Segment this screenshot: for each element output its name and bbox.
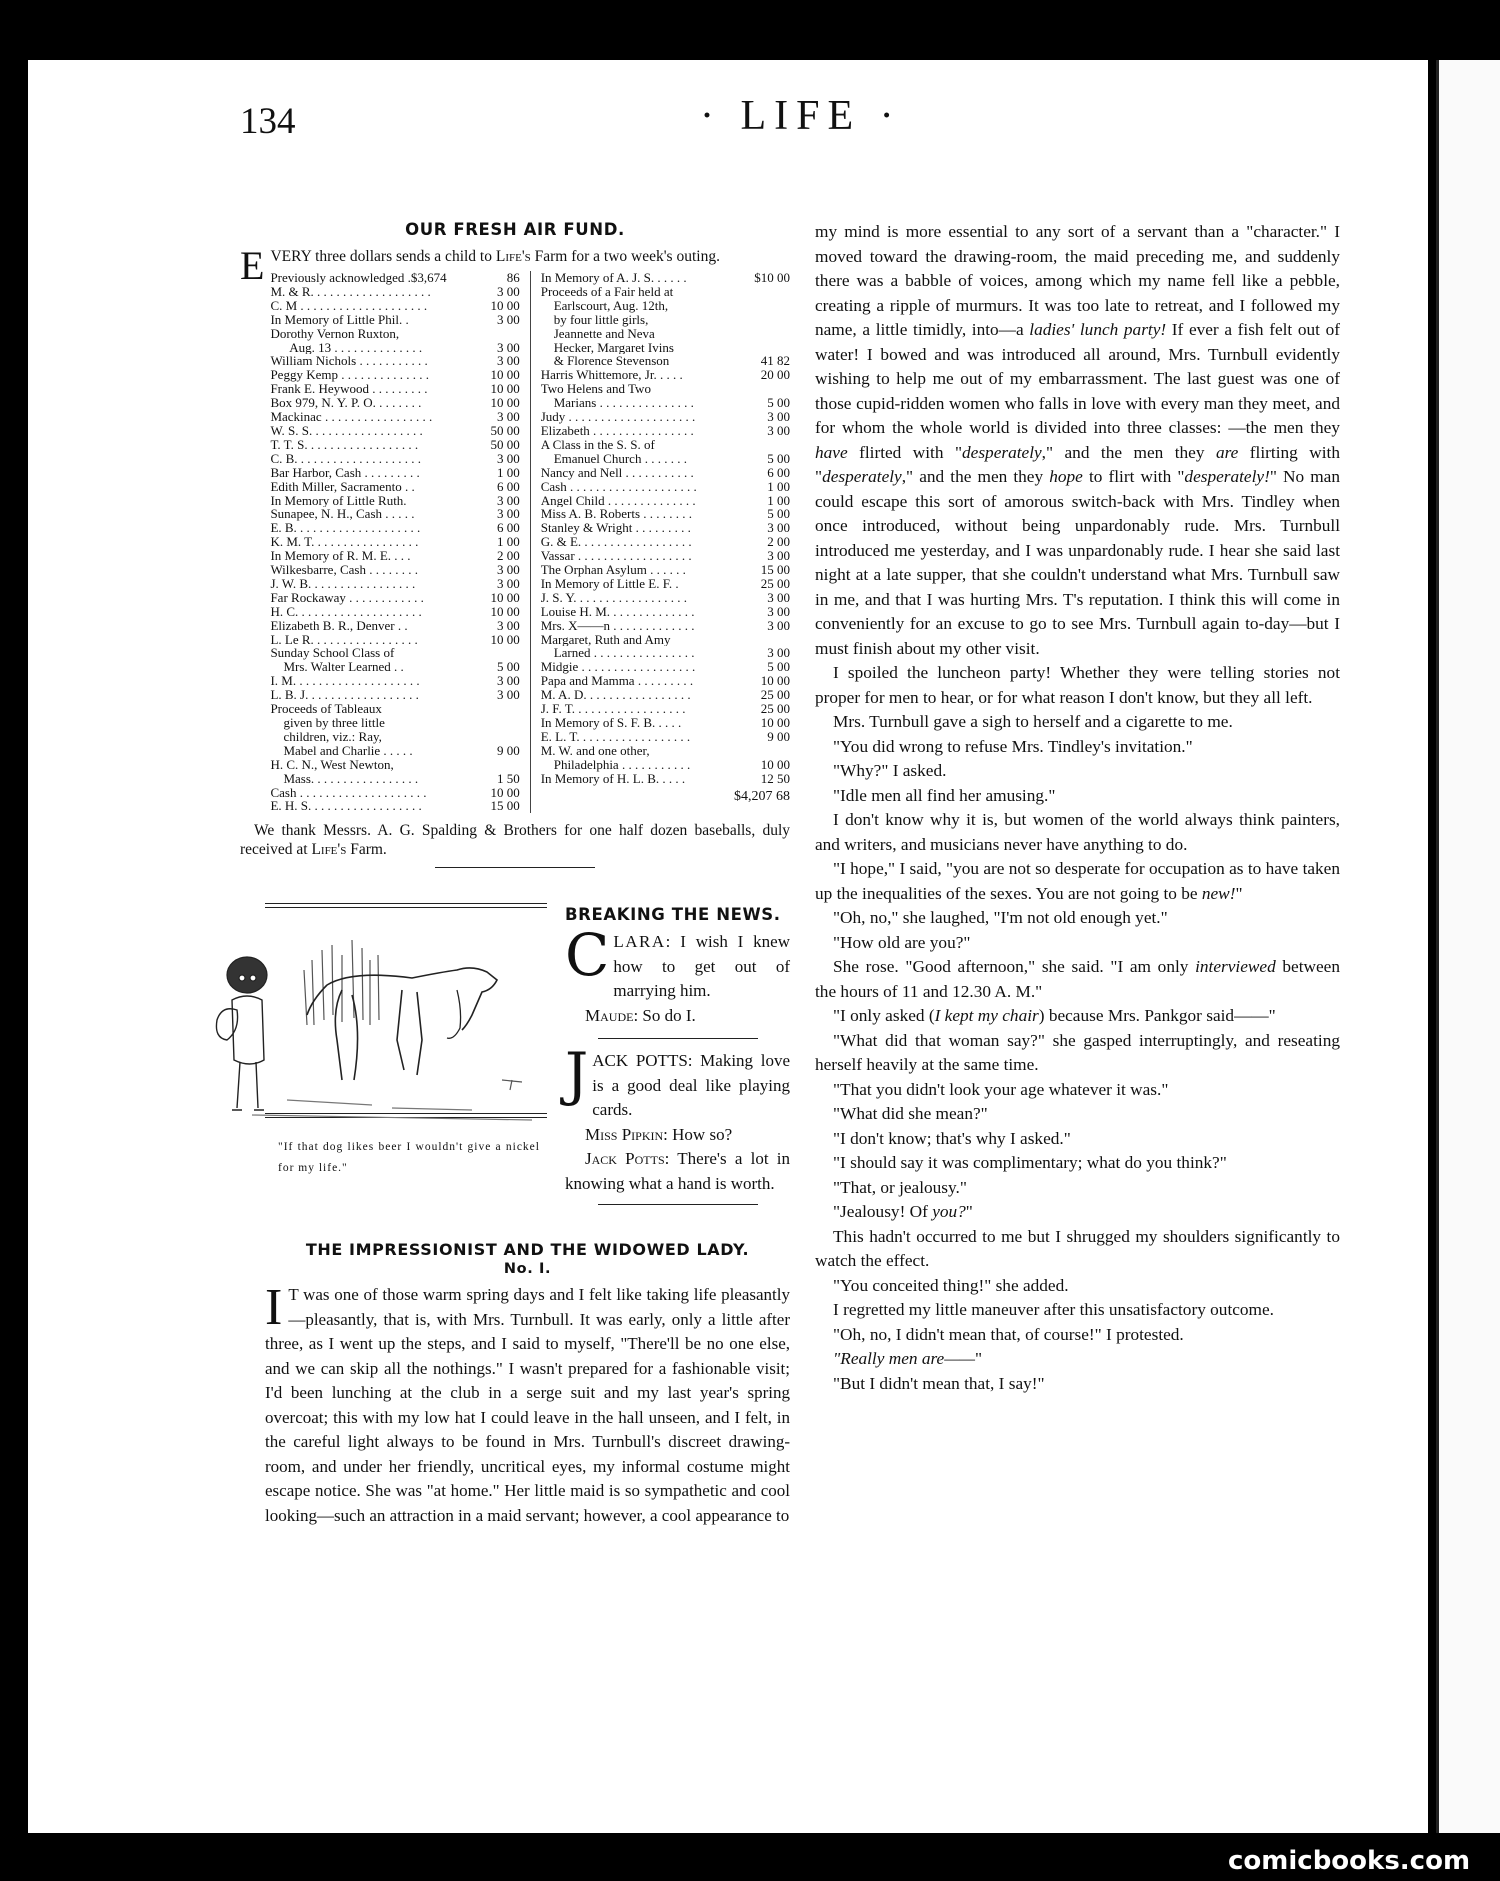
fund-intro: EVERY three dollars sends a child to Life's Farm for a two week's outing. bbox=[240, 243, 720, 288]
fund-entry-name: Larned . . . . . . . . . . . . . . . . bbox=[540, 646, 695, 661]
fund-entry-name: K. M. T. . . . . . . . . . . . . . . . . bbox=[270, 535, 419, 550]
fund-entry-name: L. Le R. . . . . . . . . . . . . . . . . bbox=[270, 632, 418, 647]
fund-entry-name: C. B. . . . . . . . . . . . . . . . . . . . bbox=[270, 451, 422, 466]
fund-entry-amount: 3 00 bbox=[496, 353, 520, 369]
fund-entry-amount: 3 00 bbox=[767, 603, 790, 619]
fund-entry-name: Mrs. X——n . . . . . . . . . . . . . bbox=[540, 618, 695, 633]
paragraph: "Idle men all find her amusing." bbox=[833, 785, 1056, 805]
fund-entry-name: Aug. 13 . . . . . . . . . . . . . . bbox=[270, 340, 423, 355]
double-rule bbox=[265, 903, 547, 908]
fund-entry-name: In Memory of Little Ruth. bbox=[270, 493, 407, 508]
jack-line: JACK POTTS: Making love is a good deal like playing cards. bbox=[565, 1040, 790, 1119]
pipkin-line: Miss Pipkin: How so? bbox=[585, 1124, 733, 1144]
fund-entry bbox=[270, 702, 519, 716]
fund-entry-name: In Memory of Little Phil. . bbox=[270, 312, 409, 327]
fund-entry-name: Edith Miller, Sacramento . . bbox=[270, 479, 415, 494]
fund-entry bbox=[541, 772, 790, 786]
fund-entry-name: Nancy and Nell . . . . . . . . . . . bbox=[540, 465, 694, 480]
fund-entry-amount: 6 00 bbox=[496, 478, 520, 494]
fund-entry bbox=[270, 758, 519, 772]
masthead-title: · LIFE · bbox=[700, 93, 902, 139]
fund-entry bbox=[270, 299, 519, 313]
paragraph: "I should say it was complimentary; what do you think?" bbox=[833, 1153, 1227, 1172]
paragraph: "What did she mean?" bbox=[833, 1104, 988, 1123]
fund-entry bbox=[270, 591, 519, 605]
potts-line: Jack Potts: There's a lot in knowing what a hand is worth. bbox=[565, 1149, 790, 1193]
fund-entry-name: Miss A. B. Roberts . . . . . . . . bbox=[540, 507, 693, 522]
story-body: I T was one of those warm spring days and I felt like taking life pleasantly—pleasantly, that is, with Mrs. Turnbull. It was early, only a little after three, as I went up the steps, and I said to myself, "There'll be no one else, and we can skip all the nothings." I wasn't prepared for a fashionable visit; I'd been lunching at the club in a serge suit and my last year's spring overcoat; this with my low hat I could leave in the hall unseen, and I felt, in the careful light always to be found in Mrs. Turnbull's discreet drawing-room, and under her friendly, uncritical eyes, my informal costume might escape notice. She was "at home." Her little maid is so sympathetic and cool looking—such an attraction in a maid servant; however, a cool appearance to bbox=[265, 1279, 790, 1525]
paragraph: I don't know why it is, but women of the world always think painters, and writers, and musicians never have anything to do. bbox=[815, 810, 1340, 854]
fund-entry bbox=[270, 313, 519, 327]
fund-entry bbox=[541, 327, 790, 341]
fund-entry-amount: 6 00 bbox=[496, 520, 520, 536]
paragraph: This hadn't occurred to me but I shrugged my shoulders significantly to watch the effect. bbox=[815, 1226, 1340, 1270]
fund-entry-amount: 2 00 bbox=[496, 548, 520, 564]
fresh-air-fund-section bbox=[240, 220, 790, 868]
fund-entry-amount: 10 00 bbox=[490, 603, 520, 619]
fund-entry bbox=[541, 313, 790, 327]
paragraph: "Oh, no," she laughed, "I'm not old enough yet." bbox=[833, 908, 1168, 927]
fund-entry-name: Mass. . . . . . . . . . . . . . . . . bbox=[270, 771, 419, 786]
fund-entry-amount: 5 00 bbox=[767, 450, 790, 466]
fund-entry-name: Far Rockaway . . . . . . . . . . . . bbox=[270, 590, 424, 605]
fund-entry bbox=[541, 271, 790, 285]
fund-entry-amount: 10 00 bbox=[490, 631, 520, 647]
fund-entry-name: Proceeds of Tableaux bbox=[270, 702, 382, 716]
fund-entry-name: Sunday School Class of bbox=[270, 646, 395, 661]
fund-entry bbox=[270, 772, 519, 786]
fund-dropcap: E bbox=[240, 243, 265, 288]
fund-entry-name: In Memory of H. L. B. . . . . bbox=[540, 771, 686, 786]
fund-entry-amount: 25 00 bbox=[760, 575, 790, 591]
fund-entry-amount: 3 00 bbox=[767, 645, 790, 661]
fund-entry-name: Elizabeth B. R., Denver . . bbox=[270, 618, 408, 633]
fund-entry bbox=[270, 786, 519, 800]
fund-entry-amount: 1 00 bbox=[496, 534, 520, 550]
fund-entry bbox=[270, 285, 519, 299]
fund-entry-name: Box 979, N. Y. P. O. . . . . . . . bbox=[270, 396, 422, 411]
fund-entry-amount: 25 00 bbox=[760, 701, 790, 717]
fund-entry-name: Proceeds of a Fair held at bbox=[540, 284, 674, 299]
fund-entry-name: Mrs. Walter Learned . . bbox=[270, 660, 404, 675]
fund-entry-amount: $10 00 bbox=[754, 270, 790, 285]
fund-entry-amount: 20 00 bbox=[760, 367, 790, 383]
paragraph: "Really men are——" bbox=[833, 1349, 983, 1368]
fund-entry-name: T. T. S. . . . . . . . . . . . . . . . . . bbox=[270, 437, 419, 452]
fund-entry-name: W. S. S. . . . . . . . . . . . . . . . . . bbox=[270, 423, 423, 438]
fund-entry-amount: 3 00 bbox=[496, 506, 520, 522]
fund-entry-name: children, viz.: Ray, bbox=[270, 729, 382, 744]
fund-entry bbox=[541, 730, 790, 744]
fund-entry-name: C. M . . . . . . . . . . . . . . . . . . . . bbox=[270, 298, 428, 313]
fund-entry-name: J. F. T. . . . . . . . . . . . . . . . . . bbox=[540, 702, 686, 716]
breaking-news-title: BREAKING THE NEWS. bbox=[565, 905, 781, 924]
fund-entry bbox=[541, 396, 790, 410]
paragraph: "Oh, no, I didn't mean that, of course!" I protested. bbox=[833, 1324, 1184, 1344]
fund-entry bbox=[270, 535, 519, 549]
fund-entry bbox=[270, 507, 519, 521]
fund-entry bbox=[270, 605, 519, 619]
fund-entry-amount: 3 00 bbox=[496, 687, 520, 703]
fund-entry-name: E. B. . . . . . . . . . . . . . . . . . . . bbox=[270, 521, 421, 536]
fund-entry bbox=[270, 521, 519, 535]
fund-entry-name: Wilkesbarre, Cash . . . . . . . . bbox=[270, 563, 418, 577]
paragraph: "Jealousy! Of you?" bbox=[833, 1202, 973, 1221]
fund-list bbox=[270, 271, 790, 813]
fund-entry bbox=[541, 716, 790, 730]
watermark: comicbooks.com bbox=[1228, 1846, 1471, 1876]
page-number: 134 bbox=[240, 101, 296, 142]
fund-entry-name: Peggy Kemp . . . . . . . . . . . . . . bbox=[270, 368, 429, 383]
paragraph: "Why?" I asked. bbox=[833, 761, 947, 780]
fund-list-left bbox=[270, 271, 519, 813]
fund-entry bbox=[270, 577, 519, 591]
fund-entry-amount: 3 00 bbox=[767, 422, 790, 438]
paragraph: "You conceited thing!" she added. bbox=[833, 1275, 1069, 1295]
fund-entry-amount: 3 00 bbox=[496, 617, 520, 633]
fund-entry bbox=[270, 396, 519, 410]
fund-entry bbox=[541, 452, 790, 466]
breaking-news-section bbox=[565, 905, 790, 1205]
fund-entry-amount: 15 00 bbox=[760, 562, 790, 578]
paragraph: my mind is more essential to any sort of a servant than a "character." I moved toward the drawing-room, the maid preceding me, and suddenly there was a babble of voices, among which my name fell like a pebble, creating a ripple of murmurs. It was too late to retreat, and I followed my name, a little timidly, into—a ladies' lunch party! If ever a fish felt out of water! I bowed and was introduced all around, Mrs. Turnbull evidently wishing to help me out of my embarrassment. The last guest was one of those cupid-ridden women who falls in love with every man they meet, and for whom the whole world is divided into three classes: —the men they have flirted with "desperately," and the men they are flirting with "desperately," and the men they hope to flirt with "desperately!" No man could escape this sort of amorous switch-back with Mrs. Tindley when once introduced, without being unpardonably rude. Mrs. Turnbull introduced me yesterday, and I was unpardonably rude. I hear she said last night at a late supper, that she couldn't understand what Mrs. Turnbull saw in me, and that I was hurting Mrs. T's reputation. I think this will come in conveniently for an excuse to go to see Mrs. Turnbull again to-day—but I must finish about my other visit. bbox=[815, 222, 1340, 658]
fund-entry-name: In Memory of S. F. B. . . . . bbox=[540, 716, 682, 730]
fund-entry bbox=[270, 480, 519, 494]
fund-entry bbox=[270, 660, 519, 674]
fund-entry-name: Hecker, Margaret Ivins bbox=[540, 340, 674, 355]
fund-entry bbox=[541, 591, 790, 605]
fund-entry bbox=[541, 758, 790, 772]
fund-entry-amount: 1 50 bbox=[496, 770, 520, 786]
fund-entry-amount: 3 00 bbox=[496, 492, 520, 508]
fund-entry-name: William Nichols . . . . . . . . . . . bbox=[270, 354, 428, 369]
fund-entry bbox=[541, 507, 790, 521]
story-dropcap: I bbox=[265, 1279, 283, 1336]
fund-entry bbox=[270, 341, 519, 355]
fund-entry bbox=[541, 521, 790, 535]
paragraph: "What did that woman say?" she gasped interruptingly, and reseating herself heavily at the same time. bbox=[815, 1030, 1340, 1074]
fund-entry-name: In Memory of R. M. E. . . . bbox=[270, 549, 411, 564]
fund-entry-name: & Florence Stevenson bbox=[540, 354, 670, 369]
fund-entry-amount: 5 00 bbox=[767, 395, 790, 411]
fund-entry bbox=[270, 563, 519, 577]
fund-entry-name: Philadelphia . . . . . . . . . . . bbox=[540, 757, 691, 772]
fund-entry bbox=[270, 410, 519, 424]
fund-entry bbox=[270, 730, 519, 744]
fund-entry bbox=[270, 327, 519, 341]
fund-entry-amount: 5 00 bbox=[767, 506, 790, 522]
fund-entry-amount: 15 00 bbox=[490, 798, 520, 814]
fund-entry bbox=[270, 674, 519, 688]
fund-entry-name: Frank E. Heywood . . . . . . . . . bbox=[270, 382, 428, 397]
fund-entry-amount: 3 00 bbox=[767, 548, 790, 564]
paragraph: I spoiled the luncheon party! Whether they were telling stories not proper for men to hear, or for what reason I don't know, but they all left. bbox=[815, 663, 1340, 707]
fund-entry bbox=[541, 605, 790, 619]
fund-list-right-wrapper bbox=[530, 271, 790, 813]
fund-entry-amount: 1 00 bbox=[496, 464, 520, 480]
paragraph: She rose. "Good afternoon," she said. "I am only interviewed between the hours of 11 and 12.30 A. M." bbox=[815, 957, 1340, 1001]
fund-entry-name: H. C. N., West Newton, bbox=[270, 757, 394, 772]
paragraph: "How old are you?" bbox=[833, 932, 971, 952]
fund-entry bbox=[541, 480, 790, 494]
fund-entry-name: Mabel and Charlie . . . . . bbox=[270, 743, 413, 758]
fund-entry-amount: 10 00 bbox=[490, 395, 520, 411]
cartoon-illustration bbox=[192, 930, 550, 1130]
fund-entry-name: E. L. T. . . . . . . . . . . . . . . . . . bbox=[540, 729, 691, 744]
fund-entry bbox=[270, 716, 519, 730]
fund-entry-amount: 3 00 bbox=[767, 617, 790, 633]
fund-entry-amount: 3 00 bbox=[767, 409, 790, 425]
fund-entry-amount: 10 00 bbox=[760, 673, 790, 689]
fund-entry bbox=[541, 577, 790, 591]
fund-entry bbox=[270, 799, 519, 813]
clara-line: CLARA: I wish I knew how to get out of marrying him. bbox=[565, 921, 790, 1000]
fund-entry bbox=[541, 660, 790, 674]
fund-entry-amount: 10 00 bbox=[490, 297, 520, 313]
fund-entry-name: J. W. B. . . . . . . . . . . . . . . . . bbox=[270, 576, 416, 591]
fund-entry-name: In Memory of Little E. F. . bbox=[540, 576, 679, 591]
jack-dropcap: J bbox=[565, 1040, 589, 1108]
fund-entry-amount: 3 00 bbox=[767, 589, 790, 605]
fund-entry-name: Two Helens and Two bbox=[540, 382, 651, 397]
paragraph: "I hope," I said, "you are not so desperate for occupation as to have taken up the inequalities of the sexes. You are not going to be new!" bbox=[815, 859, 1340, 903]
fund-entry-name: Bar Harbor, Cash . . . . . . . . . bbox=[270, 465, 420, 480]
fund-entry-name: L. B. J. . . . . . . . . . . . . . . . . . bbox=[270, 688, 419, 703]
fund-entry bbox=[541, 563, 790, 577]
divider bbox=[598, 1204, 758, 1205]
fund-entry bbox=[541, 341, 790, 355]
fund-entry bbox=[270, 494, 519, 508]
paragraph: I regretted my little maneuver after this unsatisfactory outcome. bbox=[833, 1300, 1274, 1319]
cartoon-caption: "If that dog likes beer I wouldn't give a nickel for my life." bbox=[278, 1141, 540, 1174]
fund-entry-amount: 3 00 bbox=[496, 562, 520, 578]
fund-title: OUR FRESH AIR FUND. bbox=[405, 220, 625, 239]
fund-entry-name: Louise H. M. . . . . . . . . . . . . . bbox=[540, 604, 695, 619]
fund-entry-name: Papa and Mamma . . . . . . . . . bbox=[540, 674, 694, 689]
fund-entry bbox=[541, 702, 790, 716]
fund-entry-name: In Memory of A. J. S. . . . . . bbox=[540, 271, 687, 285]
fund-entry-amount: 3 00 bbox=[767, 520, 790, 536]
fund-entry-amount: 9 00 bbox=[496, 742, 520, 758]
maude-line: Maude: So do I. bbox=[585, 1005, 696, 1025]
fund-entry-name: Emanuel Church . . . . . . . bbox=[540, 451, 687, 466]
fund-entry-name: Judy . . . . . . . . . . . . . . . . . . . . bbox=[540, 410, 696, 424]
fund-entry-amount: 5 00 bbox=[496, 659, 520, 675]
fund-entry-name: given by three little bbox=[270, 716, 385, 730]
fund-entry-name: by four little girls, bbox=[540, 312, 649, 327]
divider bbox=[435, 867, 595, 868]
fund-entry-name: J. S. Y. . . . . . . . . . . . . . . . . . bbox=[540, 590, 687, 605]
fund-entry-name: Midgie . . . . . . . . . . . . . . . . . . bbox=[540, 660, 696, 675]
fund-entry-name: Mackinac . . . . . . . . . . . . . . . . . bbox=[270, 410, 433, 424]
fund-entry-amount: 12 50 bbox=[760, 770, 790, 786]
fund-entry bbox=[270, 368, 519, 382]
fund-entry bbox=[541, 354, 790, 368]
fund-entry-amount: 3 00 bbox=[496, 409, 520, 425]
fund-entry-amount: 10 00 bbox=[490, 367, 520, 383]
fund-entry-amount: 10 00 bbox=[490, 381, 520, 397]
fund-entry-name: The Orphan Asylum . . . . . . bbox=[540, 563, 686, 577]
fund-entry-amount: 50 00 bbox=[490, 422, 520, 438]
fund-entry bbox=[270, 633, 519, 647]
fund-entry bbox=[541, 633, 790, 647]
fund-entry bbox=[541, 688, 790, 702]
next-page-edge bbox=[1436, 60, 1500, 1833]
fund-entry bbox=[270, 619, 519, 633]
fund-entry-amount: 10 00 bbox=[490, 784, 520, 800]
fund-entry bbox=[270, 744, 519, 758]
fund-entry bbox=[541, 466, 790, 480]
fund-entry bbox=[270, 549, 519, 563]
fund-entry bbox=[270, 646, 519, 660]
fund-entry bbox=[541, 549, 790, 563]
fund-entry bbox=[270, 382, 519, 396]
fund-list-right bbox=[541, 271, 790, 786]
story-continuation-column bbox=[815, 220, 1340, 1396]
fund-entry-name: Jeannette and Neva bbox=[540, 326, 655, 341]
paragraph: "That you didn't look your age whatever it was." bbox=[833, 1079, 1169, 1099]
fund-entry-amount: 1 00 bbox=[767, 492, 790, 508]
fund-entry-amount: 41 82 bbox=[760, 353, 790, 369]
fund-entry-name: Cash . . . . . . . . . . . . . . . . . . . . bbox=[540, 479, 697, 494]
fund-entry-name: Angel Child . . . . . . . . . . . . . . bbox=[540, 493, 696, 508]
fund-entry-amount: 25 00 bbox=[760, 687, 790, 703]
fund-entry bbox=[541, 619, 790, 633]
fund-entry-name: Vassar . . . . . . . . . . . . . . . . . . bbox=[540, 549, 692, 564]
fund-entry-amount: 3 00 bbox=[496, 339, 520, 355]
fund-entry bbox=[541, 674, 790, 688]
fund-entry-amount: 10 00 bbox=[490, 589, 520, 605]
fund-entry-amount: 2 00 bbox=[767, 534, 790, 550]
fund-entry-name: Earlscourt, Aug. 12th, bbox=[540, 298, 669, 313]
fund-entry-name: G. & E. . . . . . . . . . . . . . . . . . bbox=[540, 535, 692, 550]
fund-entry-name: Margaret, Ruth and Amy bbox=[540, 632, 671, 647]
fund-entry bbox=[270, 271, 519, 285]
fund-entry bbox=[541, 535, 790, 549]
paragraph: "That, or jealousy." bbox=[833, 1177, 967, 1197]
paragraph: "I don't know; that's why I asked." bbox=[833, 1128, 1071, 1148]
fund-entry bbox=[541, 285, 790, 299]
clara-dropcap: C bbox=[565, 921, 610, 989]
fund-entry-amount: 6 00 bbox=[767, 464, 790, 480]
fund-entry-name: Marians . . . . . . . . . . . . . . . bbox=[540, 396, 694, 411]
fund-entry-name: Dorothy Vernon Ruxton, bbox=[270, 326, 400, 341]
fund-entry-amount: 50 00 bbox=[490, 436, 520, 452]
paragraph: "I only asked (I kept my chair) because Mrs. Pankgor said——" bbox=[833, 1006, 1276, 1025]
story-title: THE IMPRESSIONIST AND THE WIDOWED LADY. bbox=[305, 1240, 750, 1259]
fund-entry bbox=[541, 438, 790, 452]
paragraph: "But I didn't mean that, I say!" bbox=[833, 1373, 1045, 1393]
fund-entry bbox=[270, 466, 519, 480]
fund-entry-name: M. W. and one other, bbox=[540, 743, 650, 758]
fund-entry-name: Stanley & Wright . . . . . . . . . bbox=[540, 521, 691, 536]
fund-entry bbox=[541, 424, 790, 438]
fund-entry-name: H. C. . . . . . . . . . . . . . . . . . . . bbox=[270, 604, 422, 619]
fund-entry bbox=[541, 299, 790, 313]
fund-entry-name: A Class in the S. S. of bbox=[540, 437, 655, 452]
fund-entry-name: Harris Whittemore, Jr. . . . . bbox=[540, 368, 683, 383]
paragraph: Mrs. Turnbull gave a sigh to herself and a cigarette to me. bbox=[833, 712, 1233, 731]
fund-entry-amount: 3 00 bbox=[496, 673, 520, 689]
fund-entry bbox=[541, 494, 790, 508]
fund-entry bbox=[270, 424, 519, 438]
fund-total: $4,207 68 bbox=[734, 788, 790, 804]
fund-entry bbox=[541, 382, 790, 396]
fund-entry-amount: 10 00 bbox=[760, 715, 790, 730]
fund-entry bbox=[270, 438, 519, 452]
impressionist-story bbox=[265, 1240, 790, 1528]
fund-entry bbox=[541, 410, 790, 424]
fund-entry-amount: 9 00 bbox=[767, 728, 790, 744]
fund-entry bbox=[270, 354, 519, 368]
fund-entry-name: Previously acknowledged .$3,674 bbox=[270, 271, 447, 285]
fund-entry-amount: 3 00 bbox=[496, 575, 520, 591]
fund-entry-amount: 1 00 bbox=[767, 478, 790, 494]
fund-entry-name: Cash . . . . . . . . . . . . . . . . . . . . bbox=[270, 785, 427, 800]
fund-entry bbox=[541, 646, 790, 660]
fund-entry-name: E. H. S. . . . . . . . . . . . . . . . . . bbox=[270, 799, 422, 814]
fund-entry-name: M. A. D. . . . . . . . . . . . . . . . . bbox=[540, 688, 691, 703]
fund-entry-amount: 86 bbox=[506, 270, 520, 285]
fund-entry-amount: 10 00 bbox=[760, 756, 790, 772]
fund-entry-name: Elizabeth . . . . . . . . . . . . . . . . bbox=[540, 423, 694, 438]
fund-entry bbox=[541, 744, 790, 758]
story-subtitle: No. I. bbox=[503, 1261, 552, 1277]
fund-entry-name: I. M. . . . . . . . . . . . . . . . . . . . bbox=[270, 674, 420, 689]
fund-entry-name: Sunapee, N. H., Cash . . . . . bbox=[270, 507, 415, 522]
fund-entry-amount: 3 00 bbox=[496, 283, 520, 299]
fund-entry bbox=[270, 452, 519, 466]
fund-entry bbox=[270, 688, 519, 702]
fund-thanks: We thank Messrs. A. G. Spalding & Brothers for one half dozen baseballs, duly received at Life's Farm. bbox=[240, 822, 790, 859]
fund-entry bbox=[541, 368, 790, 382]
fund-entry-name: M. & R. . . . . . . . . . . . . . . . . . . bbox=[270, 284, 431, 299]
fund-entry-amount: 3 00 bbox=[496, 311, 520, 327]
fund-entry-amount: 5 00 bbox=[767, 659, 790, 675]
paragraph: "You did wrong to refuse Mrs. Tindley's invitation." bbox=[833, 736, 1193, 756]
divider bbox=[598, 1038, 758, 1039]
fund-entry-amount: 3 00 bbox=[496, 450, 520, 466]
